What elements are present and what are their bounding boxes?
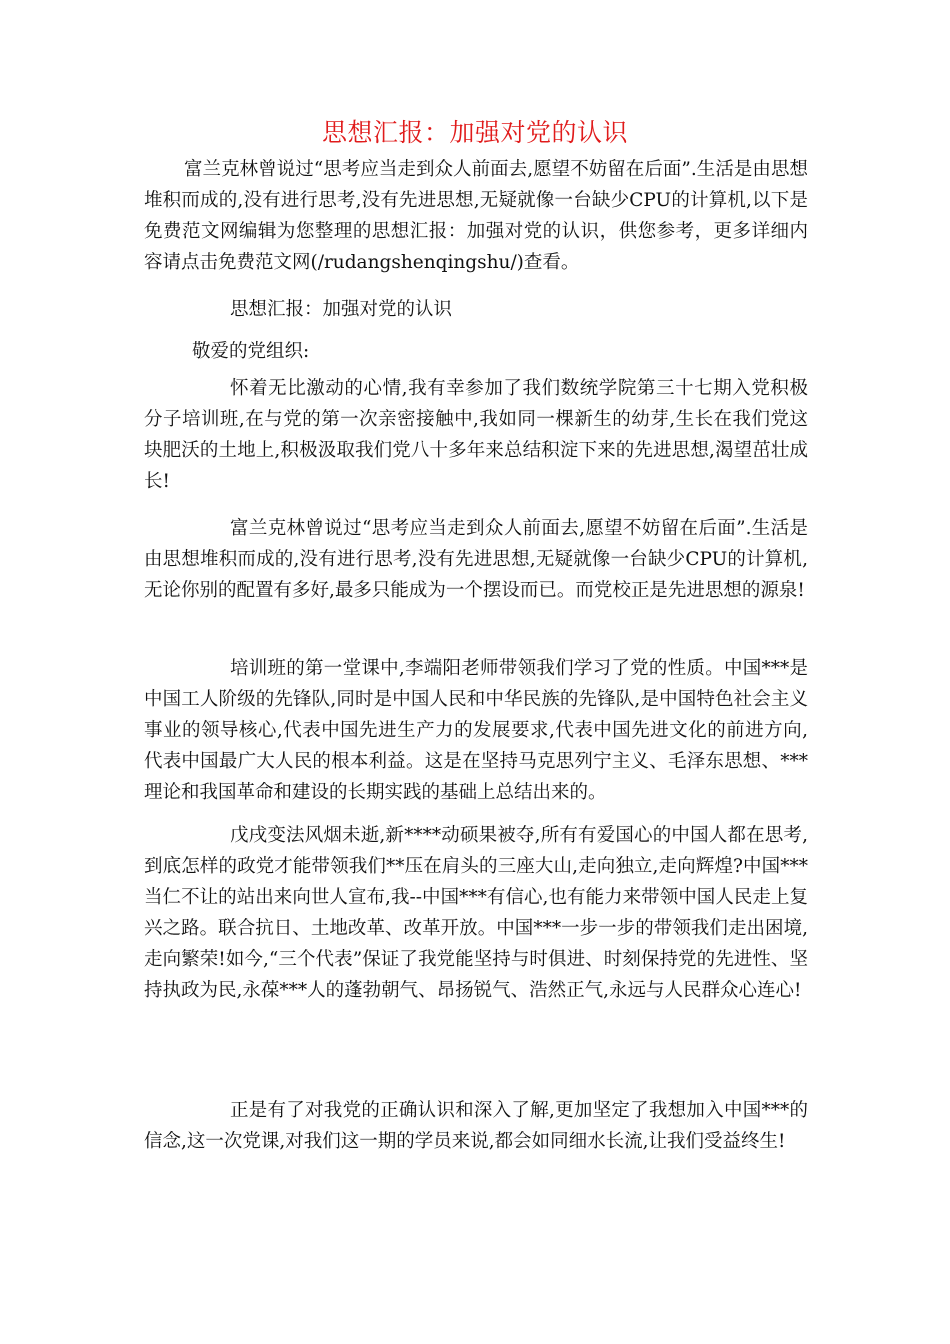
intro-paragraph: 富兰克林曾说过“思考应当走到众人前面去,愿望不妨留在后面”.生活是由思想堆积而成的,没有进行思考,没有先进思想,无疑就像一台缺少CPU的计算机,以下是免费范文网编辑为您整理的思想汇报：加强对党的认识，供您参考，更多详细内容请点击免费范文网(/rudangshenqingshu/)查看。 (144, 159, 808, 273)
salutation: 敬爱的党组织: (192, 341, 310, 362)
report-subtitle: 思想汇报：加强对党的认识 (230, 299, 453, 320)
body-paragraph-5: 正是有了对我党的正确认识和深入了解,更加坚定了我想加入中国***的信念,这一次党课,对我们这一期的学员来说,都会如同细水长流,让我们受益终生! (144, 1100, 808, 1152)
body-paragraph-1: 怀着无比激动的心情,我有幸参加了我们数统学院第三十七期入党积极分子培训班,在与党的第一次亲密接触中,我如同一棵新生的幼芽,生长在我们党这块肥沃的土地上,积极汲取我们党八十多年来总结积淀下来的先进思想,渴望茁壮成长! (144, 378, 808, 492)
body-paragraph-3: 培训班的第一堂课中,李端阳老师带领我们学习了党的性质。中国***是中国工人阶级的先锋队,同时是中国人民和中华民族的先锋队,是中国特色社会主义事业的领导核心,代表中国先进生产力的发展要求,代表中国先进文化的前进方向,代表中国最广大人民的根本利益。这是在坚持马克思列宁主义、毛泽东思想、***理论和我国革命和建设的长期实践的基础上总结出来的。 (144, 658, 808, 803)
document-title: 思想汇报：加强对党的认识 (321, 118, 628, 147)
body-paragraph-2: 富兰克林曾说过“思考应当走到众人前面去,愿望不妨留在后面”.生活是由思想堆积而成的,没有进行思考,没有先进思想,无疑就像一台缺少CPU的计算机,无论你别的配置有多好,最多只能成为一个摆设而已。而党校正是先进思想的源泉! (144, 518, 808, 601)
body-paragraph-4: 戊戌变法风烟未逝,新****动硕果被夺,所有有爱国心的中国人都在思考,到底怎样的政党才能带领我们**压在肩头的三座大山,走向独立,走向辉煌?中国***当仁不让的站出来向世人宣布,我--中国***有信心,也有能力来带领中国人民走上复兴之路。联合抗日、土地改革、改革开放。中国***一步一步的带领我们走出困境,走向繁荣!如今,“三个代表”保证了我党能坚持与时俱进、时刻保持党的先进性、坚持执政为民,永葆***人的蓬勃朝气、昂扬锐气、浩然正气,永远与人民群众心连心! (144, 825, 808, 1001)
